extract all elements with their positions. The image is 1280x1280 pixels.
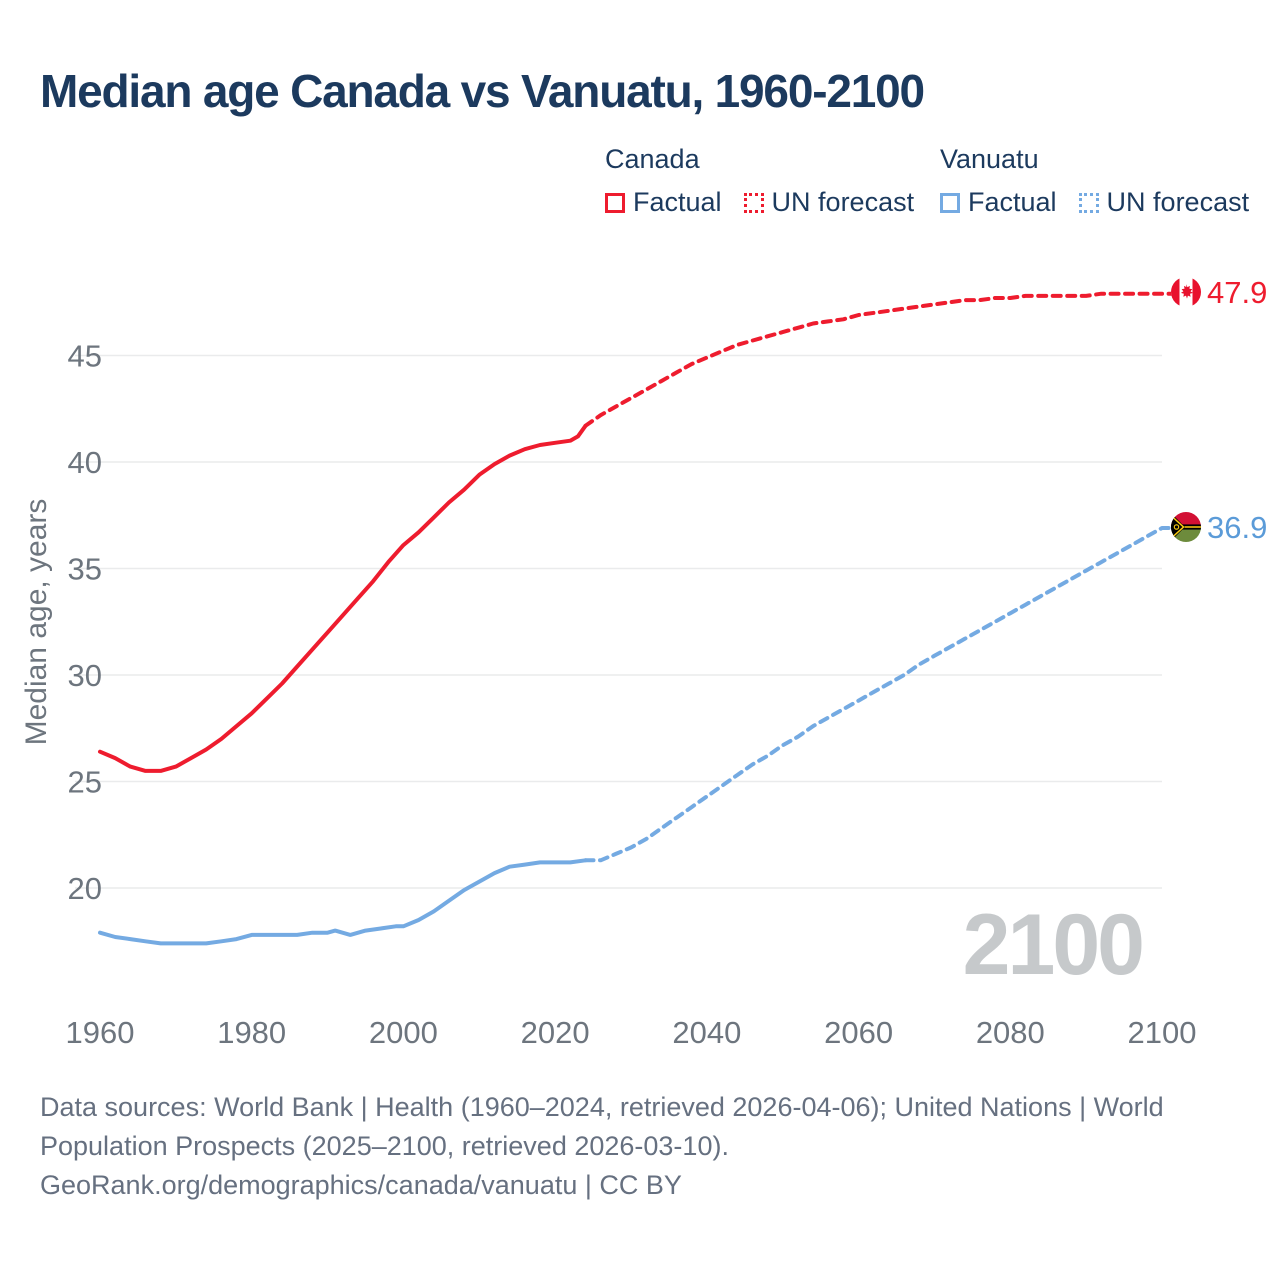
- y-tick-label-20: 20: [67, 871, 102, 906]
- legend-header-vanuatu: Vanuatu: [940, 144, 1039, 174]
- footer: [40, 1088, 1164, 1205]
- legend-label: Factual: [633, 187, 722, 217]
- y-tick-label-30: 30: [67, 658, 102, 693]
- watermark-year: 2100: [962, 897, 1142, 993]
- x-axis-tick-labels: [66, 1015, 1197, 1050]
- legend-label: UN forecast: [771, 187, 915, 217]
- y-axis-tick-labels: [68, 339, 102, 907]
- legend-label: UN forecast: [1106, 187, 1250, 217]
- canada-flag-art: [1171, 277, 1201, 307]
- vanuatu-un-forecast-line[interactable]: [586, 528, 1173, 860]
- vanuatu-flag-icon[interactable]: [1171, 512, 1201, 542]
- x-tick-label-2000: 2000: [368, 1015, 438, 1050]
- legend-label: Factual: [968, 187, 1057, 217]
- y-axis-title: Median age, years: [20, 498, 53, 746]
- page-title: Median age Canada vs Vanuatu, 1960-2100: [40, 65, 924, 117]
- y-tick-label-35: 35: [67, 551, 102, 587]
- x-tick-label-2040: 2040: [672, 1015, 742, 1050]
- x-tick-label-1960: 1960: [65, 1015, 135, 1050]
- canada-factual-line[interactable]: [100, 426, 586, 771]
- footer-data-sources-line2: Population Prospects (2025–2100, retrieved 2026-03-10).: [40, 1131, 729, 1161]
- canada-un-forecast-line[interactable]: [586, 294, 1173, 426]
- footer-data-sources-line1: Data sources: World Bank | Health (1960–2024, retrieved 2026-04-06); United Nations | World: [40, 1092, 1164, 1122]
- x-tick-label-1980: 1980: [217, 1015, 287, 1050]
- x-tick-label-2060: 2060: [824, 1015, 894, 1050]
- canada-end-value-label: 47.9: [1207, 275, 1268, 310]
- y-tick-label-40: 40: [67, 445, 102, 480]
- chart-series: [100, 294, 1172, 944]
- vanuatu-factual-line[interactable]: [100, 860, 586, 943]
- x-tick-label-2100: 2100: [1127, 1015, 1197, 1050]
- footer-attribution-link[interactable]: GeoRank.org/demographics/canada/vanuatu | CC BY: [40, 1170, 682, 1200]
- y-tick-label-45: 45: [67, 338, 102, 374]
- vanuatu-flag-art: [1171, 512, 1201, 542]
- y-tick-label-25: 25: [67, 764, 102, 800]
- canada-flag-icon[interactable]: [1171, 277, 1201, 307]
- x-tick-label-2080: 2080: [975, 1015, 1045, 1050]
- x-tick-label-2020: 2020: [520, 1015, 590, 1050]
- legend-header-canada: Canada: [605, 144, 700, 174]
- vanuatu-end-value-label: 36.9: [1207, 510, 1268, 545]
